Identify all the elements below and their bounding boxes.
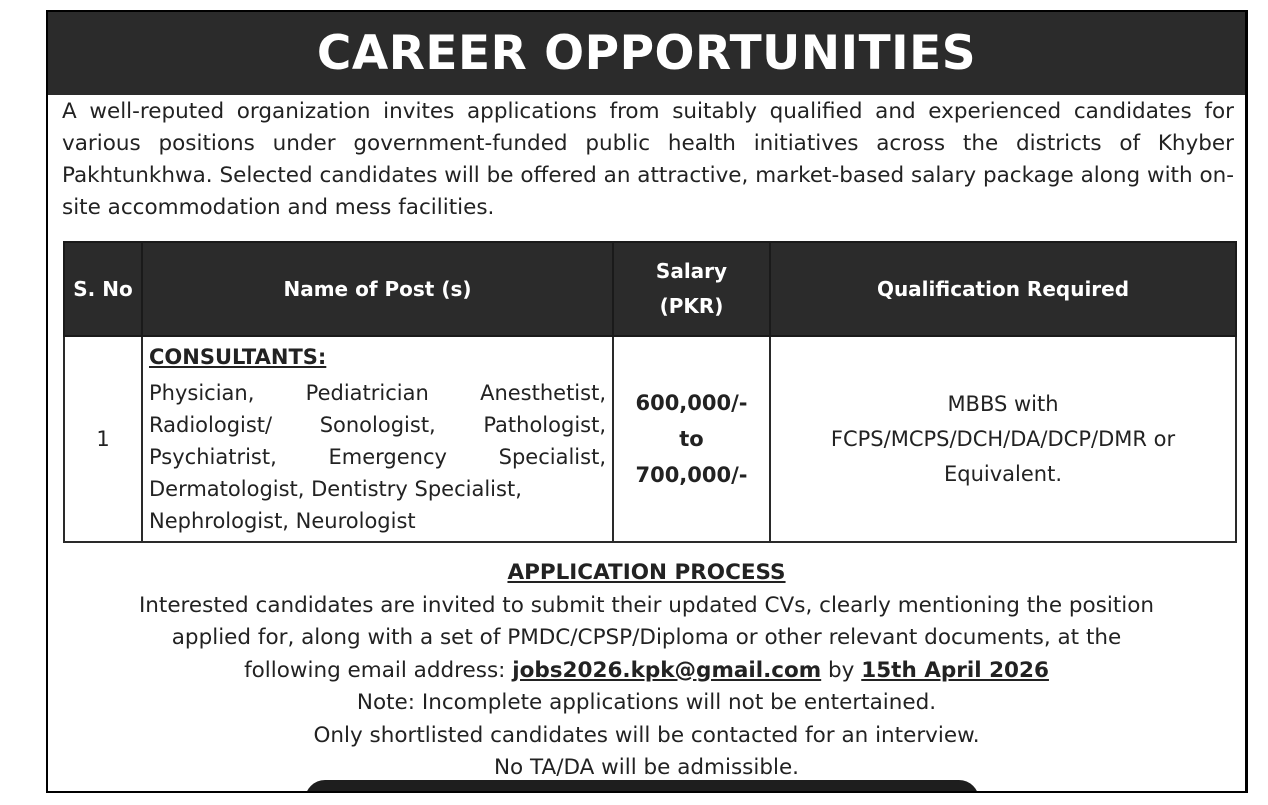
- application-tada: No TA/DA will be admissible.: [493, 755, 800, 780]
- bottom-decorative-bar: [305, 780, 979, 793]
- deadline-date: 15th April 2026: [861, 657, 1049, 683]
- header-qualification: Qualification Required: [770, 242, 1236, 336]
- header-sno: S. No: [64, 242, 142, 336]
- row-post-list-last: Nephrologist, Neurologist: [149, 509, 416, 533]
- row-post-list: Physician, Pediatrician Anesthetist, Radiologist/ Sonologist, Pathologist, Psychiatrist, Emergency Specialist, Dermatologist, Dentistry Specialist,: [149, 381, 606, 501]
- application-heading: APPLICATION PROCESS: [507, 560, 786, 585]
- header-salary: [613, 242, 770, 336]
- row-salary: [613, 336, 770, 542]
- application-line2: applied for, along with a set of PMDC/CPSP/Diploma or other relevant documents, at the: [171, 625, 1122, 650]
- application-line1: Interested candidates are invited to submit their updated CVs, clearly mentioning the position: [138, 592, 1155, 618]
- qualification-line3: Equivalent.: [943, 461, 1062, 486]
- application-process: [48, 557, 1245, 785]
- qualification-line2: FCPS/MCPS/DCH/DA/DCP/DMR or: [830, 426, 1176, 451]
- salary-to-word: to: [679, 427, 704, 451]
- salary-to: 700,000/-: [635, 463, 748, 487]
- salary-from: 600,000/-: [635, 391, 748, 415]
- application-shortlist: Only shortlisted candidates will be contacted for an interview.: [313, 722, 980, 748]
- row-posts-cell: [142, 336, 613, 542]
- title-banner: [48, 12, 1245, 95]
- table-row: [64, 336, 1236, 542]
- row-sno: 1: [64, 336, 142, 542]
- header-salary-line1: Salary: [655, 259, 728, 283]
- application-note: Note: Incomplete applications will not be entertained.: [356, 690, 937, 715]
- row-category: CONSULTANTS:: [149, 345, 327, 369]
- application-by: by: [828, 657, 855, 683]
- header-post-name: Name of Post (s): [142, 242, 613, 336]
- posts-table: [63, 241, 1237, 543]
- email-link[interactable]: jobs2026.kpk@gmail.com: [512, 657, 822, 683]
- application-email-prefix: following email address:: [244, 657, 506, 683]
- page-title: CAREER OPPORTUNITIES: [316, 26, 977, 81]
- application-line3: [48, 655, 1245, 688]
- header-salary-line2: (PKR): [659, 294, 724, 318]
- table-header-row: [64, 242, 1236, 336]
- intro-paragraph: A well-reputed organization invites applications from suitably qualified and experienced candidates for various positions under government-funded public health initiatives across the districts of Khyber Pakhtunkhwa. Selected candidates will be offered an attractive, market-based salary package along with on-site accommodation and mess facilities.: [62, 99, 1234, 220]
- row-qualification: [770, 336, 1236, 542]
- advertisement-frame: [46, 10, 1248, 793]
- qualification-line1: MBBS with: [947, 391, 1059, 416]
